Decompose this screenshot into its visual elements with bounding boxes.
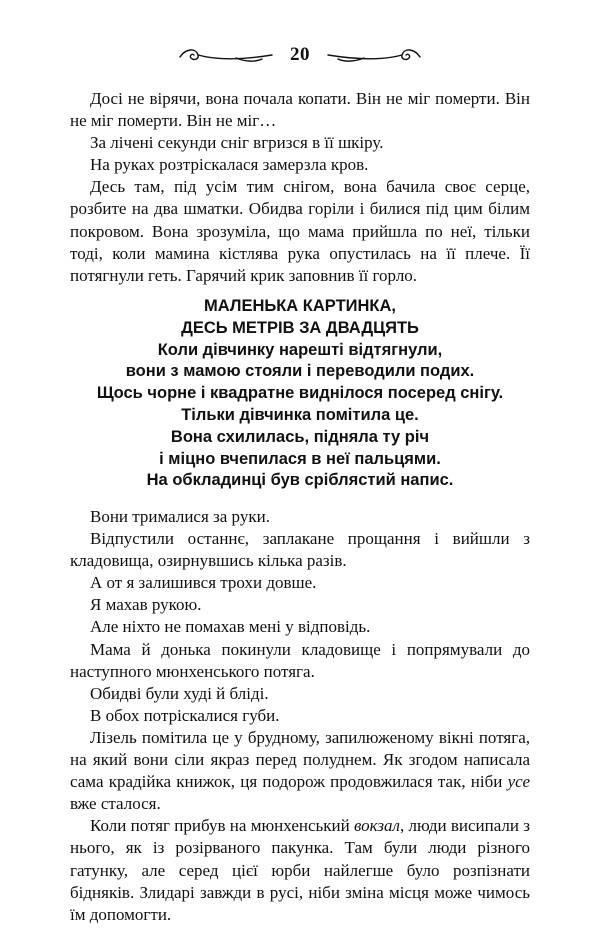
paragraph: Відпустили останнє, заплакане прощання і вийшли з кладовища, озирнувшись кілька разів. bbox=[70, 529, 530, 571]
paragraph-text: Лізель помітила це у брудному, запилюженому вікні потяга, на який вони сіли якраз перед полуднем. Як згодом написала сама крадійка книжок, ця подорож продовжилася так, ніби bbox=[70, 727, 530, 792]
heading-title-line: МАЛЕНЬКА КАРТИНКА, bbox=[204, 297, 396, 315]
paragraph-text: Коли потяг прибув на мюнхенський bbox=[90, 816, 355, 836]
heading-body-line: Тільки дівчинка помітила це. bbox=[181, 405, 419, 424]
heading-body-line: і міцно вчепилася в неї пальцями. bbox=[159, 449, 441, 468]
paragraph bbox=[70, 727, 530, 815]
emphasis-text: вокзал bbox=[354, 816, 400, 836]
paragraph: За лічені секунди сніг вгризся в її шкіру. bbox=[90, 133, 384, 153]
heading-title-line: ДЕСЬ МЕТРІВ ЗА ДВАДЦЯТЬ bbox=[181, 318, 419, 337]
left-flourish-icon bbox=[176, 44, 276, 66]
section-heading bbox=[70, 296, 530, 492]
paragraph: Досі не вірячи, вона почала копати. Він не міг померти. Він не міг померти. Він не міг… bbox=[70, 89, 530, 131]
paragraph: Вони трималися за руки. bbox=[90, 507, 270, 526]
text-block-1 bbox=[70, 88, 530, 287]
heading-body-line: Вона схилилась, підняла ту річ bbox=[170, 427, 430, 446]
paragraph-text: вже сталося. bbox=[70, 794, 161, 814]
paragraph: Але ніхто не помахав мені у відповідь. bbox=[90, 617, 371, 637]
heading-body-line: вони з мамою стояли і переводили подих. bbox=[125, 362, 475, 381]
heading-body-line: На обкладинці був сріблястий напис. bbox=[146, 471, 454, 490]
paragraph: На руках розтріскалася замерзла кров. bbox=[90, 155, 369, 175]
page-header bbox=[0, 40, 600, 70]
paragraph: В обох потріскалися губи. bbox=[90, 705, 280, 725]
paragraph: А от я залишився трохи довше. bbox=[90, 573, 317, 593]
heading-body-line: Щось чорне і квадратне виднілося посеред снігу. bbox=[96, 384, 504, 403]
paragraph-text: , люди висипали з нього, як із розірваного пакунка. Там були люди різного гатунку, але серед цієї юрби найлегше було розпізнати бідняків. Злидарі завжди в русі, ніби зміна місця може чимось їм допомогти. bbox=[70, 816, 530, 924]
right-flourish-icon bbox=[324, 44, 424, 66]
page-number: 20 bbox=[290, 44, 310, 65]
text-block-2 bbox=[70, 506, 530, 926]
paragraph: Обидві були худі й бліді. bbox=[90, 683, 269, 703]
emphasis-text: усе bbox=[507, 772, 530, 792]
paragraph bbox=[70, 815, 530, 925]
paragraph: Десь там, під усім тим снігом, вона бачила своє серце, розбите на два шматки. Обидва горіли і билися під цим білим покровом. Вона зрозуміла, що мама прийшла по неї, тільки тоді, коли мамина кістлява рука опустилась на її плече. Її потягнули геть. Гарячий крик заповнив її горло. bbox=[70, 177, 530, 285]
paragraph: Мама й донька покинули кладовище і попрямували до наступного мюнхенського потяга. bbox=[70, 639, 530, 681]
paragraph: Я махав рукою. bbox=[90, 595, 202, 615]
heading-body-line: Коли дівчинку нарешті відтягнули, bbox=[157, 340, 443, 359]
